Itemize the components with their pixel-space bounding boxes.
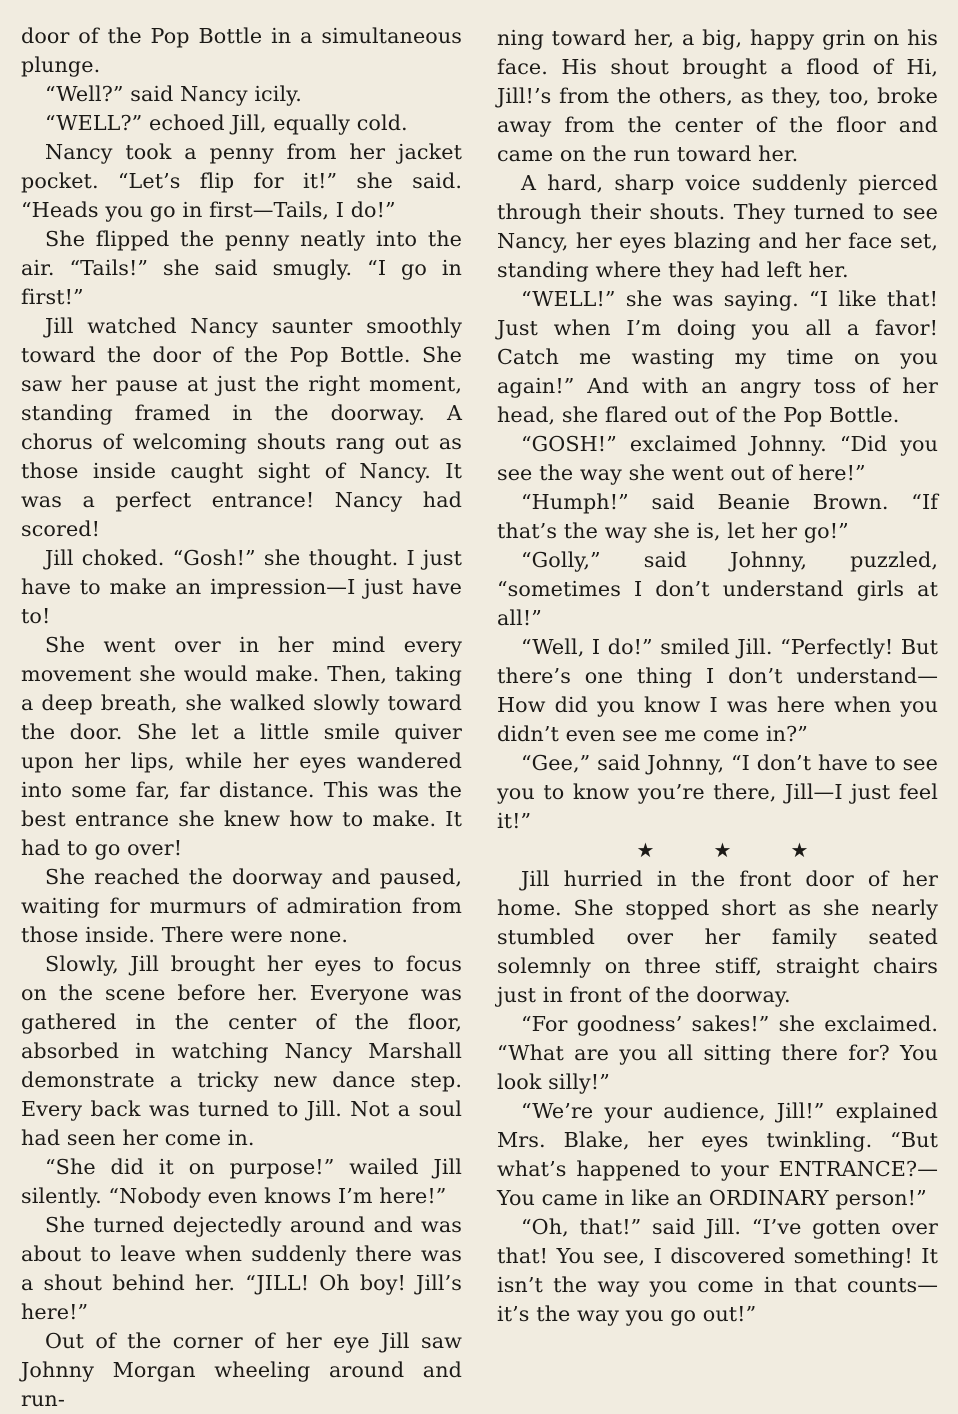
paragraph: “For goodness’ sakes!” she exclaimed. “What are you all sitting there for? You look silly!” — [497, 1012, 938, 1094]
left-column — [21, 22, 462, 1411]
paragraph: “Humph!” said Beanie Brown. “If that’s the way she is, let her go!” — [497, 490, 938, 543]
paragraph: Jill watched Nancy saunter smoothly toward the door of the Pop Bottle. She saw her pause at just the right moment, standing framed in the doorway. A chorus of welcoming shouts rang out as those inside caught sight of Nancy. It was a perfect entrance! Nancy had scored! — [21, 314, 462, 541]
paragraph: She reached the doorway and paused, waiting for murmurs of admiration from those inside. There were none. — [21, 865, 462, 947]
paragraph: A hard, sharp voice suddenly pierced through their shouts. They turned to see Nancy, her eyes blazing and her face set, standing where they had left her. — [497, 171, 938, 282]
paragraph: Jill hurried in the front door of her home. She stopped short as she nearly stumbled over her family seated solemnly on three stiff, straight chairs just in front of the doorway. — [497, 867, 938, 1007]
paragraph: “Oh, that!” said Jill. “I’ve gotten over that! You see, I discovered something! It isn’t the way you come in that counts—it’s the way you go out!” — [497, 1215, 938, 1326]
paragraph: “Golly,” said Johnny, puzzled, “sometimes I don’t understand girls at all!” — [497, 548, 938, 630]
paragraph: Jill choked. “Gosh!” she thought. I just have to make an impression—I just have to! — [21, 546, 462, 628]
paragraph: “WELL!” she was saying. “I like that! Just when I’m doing you all a favor! Catch me wasting my time on you again!” And with an angry toss of her head, she flared out of the Pop Bottle. — [497, 287, 938, 427]
right-column — [497, 24, 938, 1327]
section-separator — [497, 836, 938, 865]
paragraph: “Well?” said Nancy icily. — [45, 82, 302, 106]
star-icon: ★ — [790, 838, 809, 862]
paragraph: “We’re your audience, Jill!” explained Mrs. Blake, her eyes twinkling. “But what’s happened to your ENTRANCE?—You came in like an ORDINARY person!” — [497, 1099, 938, 1210]
paragraph: “Gee,” said Johnny, “I don’t have to see you to know you’re there, Jill—I just feel it!” — [497, 751, 938, 833]
paragraph: “Well, I do!” smiled Jill. “Perfectly! But there’s one thing I don’t understand—How did you know I was here when you didn’t even see me come in?” — [497, 635, 938, 746]
paragraph: ning toward her, a big, happy grin on his face. His shout brought a flood of Hi, Jill!’s from the others, as they, too, broke away from the center of the floor and came on the run toward her. — [497, 26, 938, 166]
paragraph: Nancy took a penny from her jacket pocket. “Let’s flip for it!” she said. “Heads you go in first—Tails, I do!” — [21, 140, 462, 222]
star-icon: ★ — [636, 838, 655, 862]
paragraph: She turned dejectedly around and was about to leave when suddenly there was a shout behind her. “JILL! Oh boy! Jill’s here!” — [21, 1213, 462, 1324]
paragraph: “GOSH!” exclaimed Johnny. “Did you see the way she went out of here!” — [497, 432, 938, 485]
paragraph: She flipped the penny neatly into the air. “Tails!” she said smugly. “I go in first!” — [21, 227, 462, 309]
paragraph: Out of the corner of her eye Jill saw Johnny Morgan wheeling around and run- — [21, 1329, 462, 1411]
star-icon: ★ — [713, 838, 732, 862]
paragraph: “WELL?” echoed Jill, equally cold. — [45, 111, 408, 135]
paragraph: door of the Pop Bottle in a simultaneous plunge. — [21, 24, 462, 77]
paragraph: She went over in her mind every movement she would make. Then, taking a deep breath, she walked slowly toward the door. She let a little smile quiver upon her lips, while her eyes wandered into some far, far distance. This was the best entrance she knew how to make. It had to go over! — [21, 633, 462, 860]
paragraph: “She did it on purpose!” wailed Jill silently. “Nobody even knows I’m here!” — [21, 1155, 462, 1208]
paragraph: Slowly, Jill brought her eyes to focus on the scene before her. Everyone was gathered in the center of the floor, absorbed in watching Nancy Marshall demonstrate a tricky new dance step. Every back was turned to Jill. Not a soul had seen her come in. — [21, 952, 462, 1150]
